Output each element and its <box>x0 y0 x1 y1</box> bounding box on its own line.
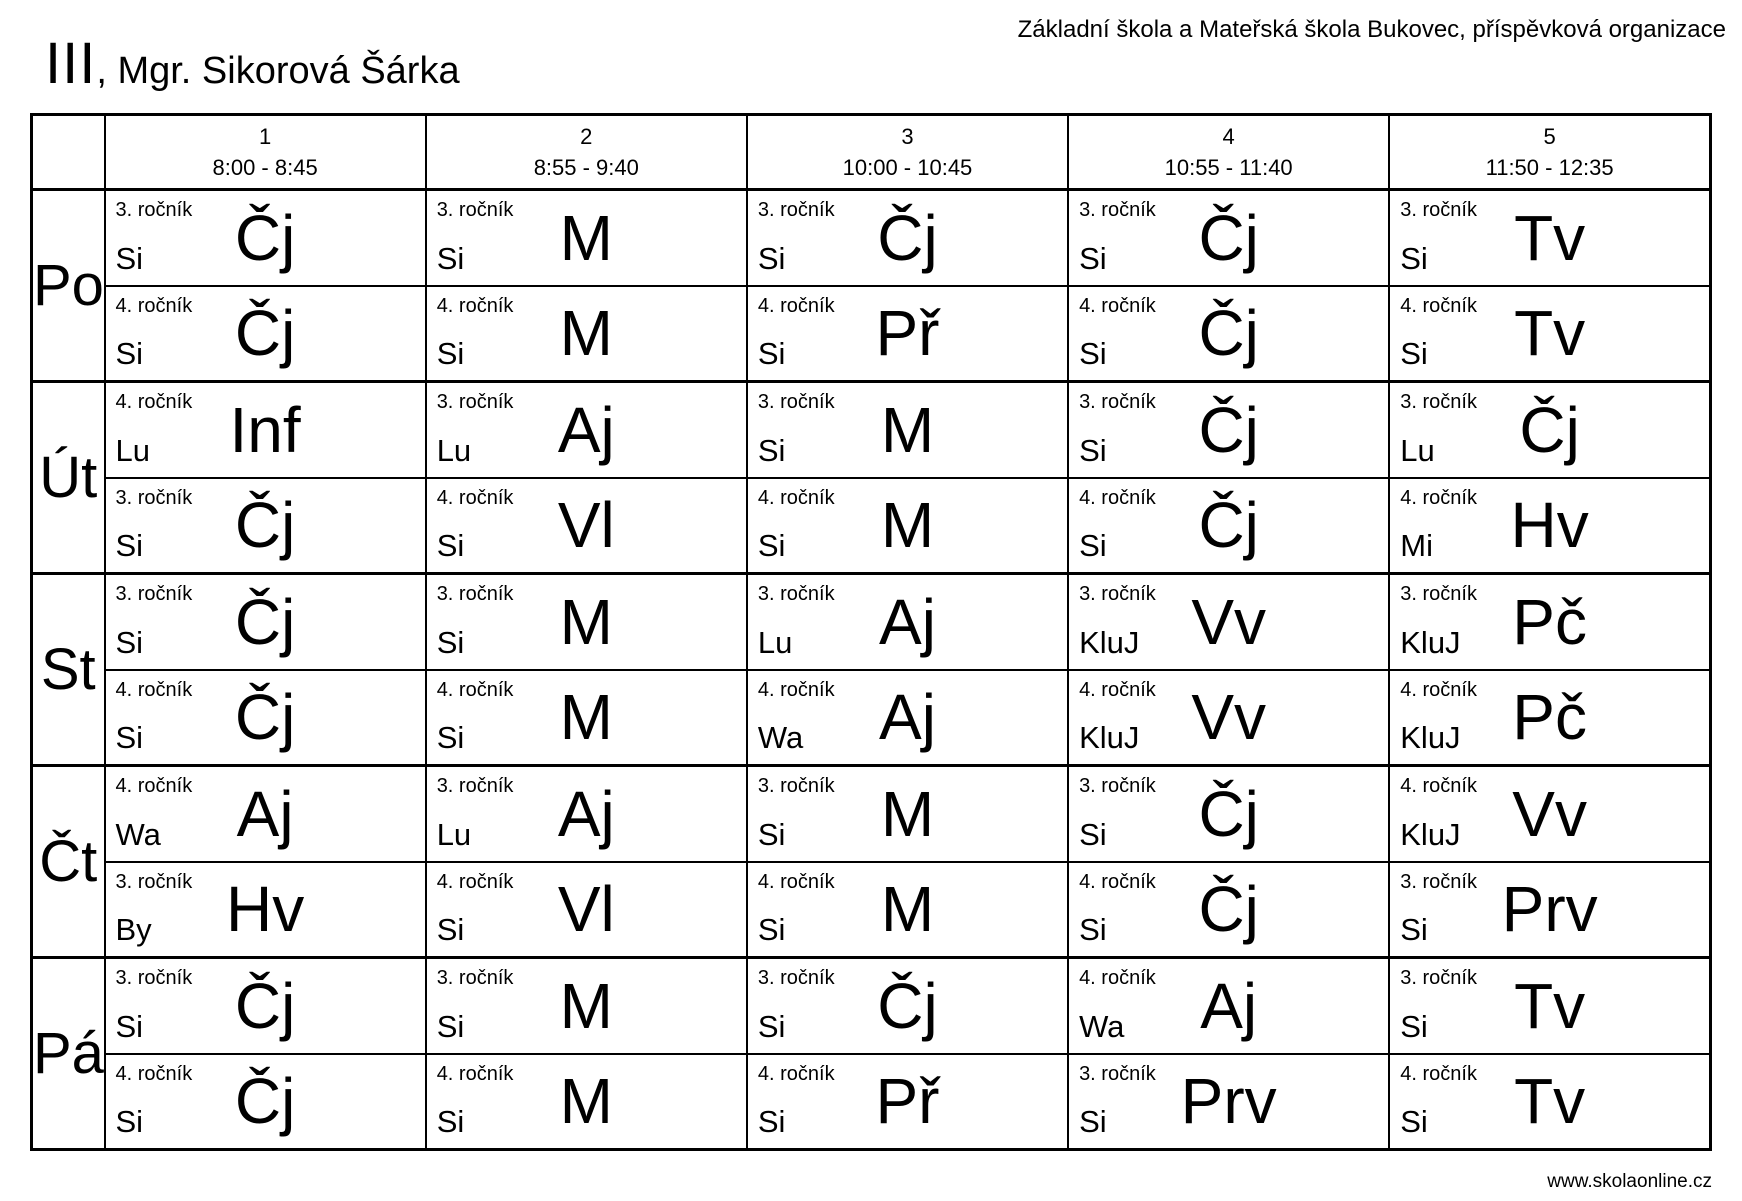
lesson-cell <box>426 478 747 574</box>
lesson-cell <box>105 382 426 478</box>
lesson-grade: 4. ročník <box>1400 486 1477 509</box>
lesson-cell <box>426 862 747 958</box>
timetable-row <box>32 286 1711 382</box>
lesson-grade: 4. ročník <box>1400 775 1477 797</box>
lesson-cell <box>1068 958 1389 1054</box>
lesson-grade: 3. ročník <box>115 967 193 989</box>
lesson-grade: 4. ročník <box>115 1062 193 1085</box>
period-header-2 <box>426 115 747 190</box>
lesson-cell <box>1068 286 1389 382</box>
lesson-cell <box>1389 382 1710 478</box>
lesson-subject: Aj <box>236 777 294 850</box>
lesson-teacher: Mi <box>1400 528 1433 563</box>
lesson-cell <box>1389 478 1710 574</box>
lesson-teacher: Si <box>1400 1008 1428 1044</box>
lesson-grade: 4. ročník <box>436 870 514 893</box>
day-label: Pá <box>32 958 105 1150</box>
lesson-cell <box>747 1054 1068 1150</box>
lesson-subject: M <box>559 585 613 658</box>
lesson-subject: Čj <box>234 297 296 370</box>
lesson-cell <box>105 670 426 766</box>
timetable-row <box>32 190 1711 286</box>
lesson-cell <box>747 670 1068 766</box>
lesson-subject: Čj <box>234 681 296 754</box>
timetable-row <box>32 766 1711 862</box>
lesson-cell <box>1389 958 1710 1054</box>
lesson-subject: M <box>559 681 613 754</box>
lesson-cell <box>747 574 1068 670</box>
lesson-grade: 3. ročník <box>115 199 193 221</box>
lesson-teacher: Si <box>1400 1104 1428 1139</box>
lesson-teacher: Si <box>115 336 144 371</box>
lesson-teacher: Lu <box>436 816 472 852</box>
lesson-subject: Vv <box>1512 777 1587 850</box>
corner-cell <box>32 115 105 190</box>
lesson-subject: Čj <box>234 201 296 274</box>
lesson-grade: 4. ročník <box>115 391 193 413</box>
lesson-teacher: Wa <box>757 720 804 755</box>
lesson-subject: Prv <box>1180 1065 1277 1138</box>
day-label: Po <box>32 190 105 382</box>
lesson-grade: 4. ročník <box>436 294 514 317</box>
lesson-teacher: By <box>115 912 152 947</box>
lesson-cell <box>1068 574 1389 670</box>
lesson-cell <box>747 382 1068 478</box>
day-label: Út <box>32 382 105 574</box>
lesson-cell <box>426 670 747 766</box>
lesson-grade: 4. ročník <box>1079 294 1156 317</box>
lesson-subject: Tv <box>1514 201 1586 274</box>
lesson-subject: Aj <box>879 585 936 658</box>
lesson-grade: 3. ročník <box>1400 870 1477 893</box>
lesson-teacher: Si <box>1400 336 1428 371</box>
lesson-teacher: Si <box>115 1008 144 1044</box>
lesson-subject: Tv <box>1514 1065 1586 1138</box>
lesson-subject: M <box>559 201 613 274</box>
lesson-teacher: Lu <box>436 432 472 468</box>
lesson-grade: 3. ročník <box>115 870 193 893</box>
lesson-subject: Čj <box>1198 489 1259 562</box>
lesson-grade: 4. ročník <box>1079 967 1156 989</box>
lesson-grade: 3. ročník <box>1079 775 1156 797</box>
lesson-teacher: Si <box>1400 912 1428 947</box>
lesson-teacher: Si <box>1400 240 1428 276</box>
lesson-teacher: Si <box>436 336 465 371</box>
lesson-teacher: KluJ <box>1400 720 1461 755</box>
lesson-grade: 4. ročník <box>115 775 193 797</box>
lesson-grade: 3. ročník <box>757 967 835 989</box>
lesson-grade: 4. ročník <box>436 486 514 509</box>
lesson-grade: 3. ročník <box>1400 391 1477 413</box>
lesson-cell <box>1068 190 1389 286</box>
footer-link[interactable]: www.skolaonline.cz <box>1547 1171 1712 1192</box>
lesson-subject: Čj <box>1198 873 1259 946</box>
lesson-grade: 3. ročník <box>1400 199 1477 221</box>
lesson-cell <box>1389 574 1710 670</box>
lesson-teacher: Si <box>1079 912 1107 947</box>
lesson-subject: Prv <box>1501 873 1598 946</box>
lesson-subject: Vv <box>1191 585 1266 658</box>
lesson-grade: 3. ročník <box>1079 391 1156 413</box>
period-header-1 <box>105 115 426 190</box>
lesson-grade: 3. ročník <box>757 775 835 797</box>
lesson-teacher: Si <box>757 240 786 276</box>
lesson-grade: 3. ročník <box>436 199 514 221</box>
lesson-subject: Čj <box>1198 393 1259 466</box>
lesson-cell <box>1389 1054 1710 1150</box>
lesson-teacher: Si <box>757 816 786 852</box>
lesson-cell <box>426 286 747 382</box>
lesson-cell <box>747 190 1068 286</box>
lesson-grade: 4. ročník <box>436 678 514 701</box>
day-label: Čt <box>32 766 105 958</box>
period-number: 1 <box>258 124 272 149</box>
day-label: St <box>32 574 105 766</box>
timetable-row <box>32 382 1711 478</box>
lesson-cell <box>747 958 1068 1054</box>
lesson-cell <box>426 190 747 286</box>
lesson-subject: Čj <box>234 585 296 658</box>
lesson-grade: 4. ročník <box>757 1062 835 1085</box>
page-title <box>45 30 460 97</box>
lesson-subject: Čj <box>234 969 296 1042</box>
lesson-grade: 4. ročník <box>1400 678 1477 701</box>
lesson-cell <box>747 862 1068 958</box>
school-name: Základní škola a Mateřská škola Bukovec, příspěvková organizace <box>1017 16 1726 43</box>
lesson-subject: Hv <box>1510 489 1589 562</box>
lesson-subject: M <box>880 873 935 946</box>
lesson-grade: 3. ročník <box>757 583 835 605</box>
lesson-subject: Pč <box>1512 681 1587 754</box>
lesson-cell <box>747 766 1068 862</box>
lesson-subject: Čj <box>1519 393 1580 466</box>
lesson-grade: 3. ročník <box>436 775 514 797</box>
lesson-subject: M <box>880 489 935 562</box>
lesson-cell <box>1068 670 1389 766</box>
lesson-cell <box>105 478 426 574</box>
lesson-teacher: Si <box>757 432 786 468</box>
lesson-teacher: Si <box>436 240 465 276</box>
lesson-grade: 4. ročník <box>1079 486 1156 509</box>
lesson-teacher: Wa <box>115 816 161 852</box>
lesson-teacher: Si <box>1079 816 1107 852</box>
class-teacher-name: , Mgr. Sikorová Šárka <box>96 50 460 92</box>
lesson-cell <box>105 190 426 286</box>
lesson-grade: 3. ročník <box>1079 199 1156 221</box>
lesson-grade: 3. ročník <box>436 391 514 413</box>
lesson-cell <box>1068 1054 1389 1150</box>
lesson-subject: Př <box>875 1065 940 1138</box>
lesson-subject: Pč <box>1512 585 1587 658</box>
lesson-teacher: Si <box>436 720 465 755</box>
lesson-subject: Aj <box>557 393 615 466</box>
lesson-teacher: Wa <box>1079 1008 1125 1044</box>
lesson-grade: 3. ročník <box>436 967 514 989</box>
lesson-cell <box>426 958 747 1054</box>
lesson-grade: 3. ročník <box>757 391 835 413</box>
lesson-cell <box>426 1054 747 1150</box>
lesson-teacher: KluJ <box>1079 624 1140 660</box>
period-time: 8:00 - 8:45 <box>212 155 318 180</box>
lesson-subject: Čj <box>234 1065 296 1138</box>
lesson-grade: 4. ročník <box>115 294 193 317</box>
lesson-subject: Aj <box>879 681 936 754</box>
lesson-subject: Inf <box>229 393 301 466</box>
period-time: 11:50 - 12:35 <box>1485 155 1614 180</box>
lesson-cell <box>1389 286 1710 382</box>
lesson-cell <box>1068 862 1389 958</box>
lesson-teacher: Si <box>1079 1104 1107 1139</box>
timetable-header-row <box>32 115 1711 190</box>
lesson-teacher: Si <box>757 1104 786 1139</box>
lesson-teacher: Si <box>115 528 144 563</box>
lesson-grade: 3. ročník <box>115 583 193 605</box>
timetable-row <box>32 862 1711 958</box>
lesson-teacher: Si <box>436 1008 465 1044</box>
lesson-subject: M <box>880 777 935 850</box>
lesson-cell <box>747 478 1068 574</box>
lesson-teacher: Si <box>1079 432 1107 468</box>
lesson-cell <box>426 766 747 862</box>
lesson-cell <box>1389 670 1710 766</box>
lesson-grade: 4. ročník <box>115 678 193 701</box>
lesson-subject: Vl <box>557 873 615 946</box>
lesson-grade: 3. ročník <box>436 583 514 605</box>
lesson-teacher: Si <box>1079 528 1107 563</box>
lesson-teacher: Lu <box>1400 432 1435 468</box>
lesson-cell <box>105 862 426 958</box>
lesson-teacher: Lu <box>115 432 150 468</box>
lesson-subject: Tv <box>1514 297 1586 370</box>
lesson-grade: 4. ročník <box>757 486 835 509</box>
lesson-cell <box>105 574 426 670</box>
lesson-subject: Tv <box>1514 969 1586 1042</box>
lesson-teacher: Si <box>1079 336 1107 371</box>
lesson-subject: Čj <box>234 489 296 562</box>
lesson-subject: Vv <box>1191 681 1266 754</box>
lesson-cell <box>1389 190 1710 286</box>
period-time: 8:55 - 9:40 <box>533 155 639 180</box>
lesson-cell <box>1068 766 1389 862</box>
period-time: 10:55 - 11:40 <box>1164 155 1293 180</box>
lesson-teacher: Si <box>115 624 144 660</box>
lesson-grade: 3. ročník <box>1400 583 1477 605</box>
lesson-teacher: Si <box>115 1104 144 1139</box>
lesson-subject: M <box>880 393 935 466</box>
timetable-row <box>32 670 1711 766</box>
lesson-teacher: Si <box>436 624 465 660</box>
lesson-teacher: Si <box>757 1008 786 1044</box>
period-number: 2 <box>580 124 593 149</box>
lesson-teacher: Lu <box>757 624 793 660</box>
lesson-cell <box>1068 382 1389 478</box>
lesson-teacher: KluJ <box>1400 816 1461 852</box>
lesson-grade: 4. ročník <box>757 870 835 893</box>
lesson-teacher: KluJ <box>1400 624 1461 660</box>
lesson-teacher: Si <box>436 1104 465 1139</box>
period-header-5 <box>1389 115 1710 190</box>
lesson-cell <box>1389 862 1710 958</box>
lesson-grade: 4. ročník <box>1079 678 1156 701</box>
timetable-row <box>32 1054 1711 1150</box>
lesson-cell <box>105 1054 426 1150</box>
lesson-cell <box>105 766 426 862</box>
period-header-3 <box>747 115 1068 190</box>
lesson-grade: 4. ročník <box>757 678 835 701</box>
lesson-subject: Př <box>875 297 940 370</box>
class-name: III <box>45 31 97 96</box>
lesson-cell <box>1068 478 1389 574</box>
lesson-subject: Čj <box>1198 297 1259 370</box>
period-number: 3 <box>901 124 914 149</box>
timetable-row <box>32 958 1711 1054</box>
timetable-row <box>32 478 1711 574</box>
lesson-teacher: Si <box>757 336 786 371</box>
lesson-teacher: Si <box>436 528 465 563</box>
lesson-cell <box>1389 766 1710 862</box>
lesson-grade: 4. ročník <box>436 1062 514 1085</box>
lesson-grade: 3. ročník <box>1079 583 1156 605</box>
lesson-subject: Čj <box>1198 777 1259 850</box>
lesson-cell <box>105 958 426 1054</box>
lesson-grade: 3. ročník <box>1079 1062 1156 1085</box>
lesson-teacher: Si <box>757 528 786 563</box>
lesson-teacher: Si <box>115 720 144 755</box>
timetable-row <box>32 574 1711 670</box>
lesson-cell <box>105 286 426 382</box>
lesson-subject: Hv <box>225 873 305 946</box>
lesson-teacher: Si <box>757 912 786 947</box>
lesson-cell <box>426 382 747 478</box>
lesson-grade: 3. ročník <box>115 486 193 509</box>
lesson-cell <box>747 286 1068 382</box>
lesson-subject: Aj <box>557 777 615 850</box>
lesson-cell <box>426 574 747 670</box>
timetable-table <box>30 113 1712 1151</box>
lesson-subject: M <box>559 297 613 370</box>
lesson-subject: Čj <box>877 969 938 1042</box>
period-header-4 <box>1068 115 1389 190</box>
period-time: 10:00 - 10:45 <box>842 155 973 180</box>
period-number: 5 <box>1543 124 1556 149</box>
lesson-teacher: Si <box>115 240 144 276</box>
lesson-subject: Aj <box>1200 969 1258 1042</box>
lesson-subject: Čj <box>877 201 938 274</box>
lesson-subject: Vl <box>557 489 615 562</box>
lesson-grade: 4. ročník <box>1400 294 1477 317</box>
lesson-subject: M <box>559 1065 613 1138</box>
lesson-grade: 3. ročník <box>1400 967 1477 989</box>
lesson-teacher: Si <box>436 912 465 947</box>
lesson-teacher: Si <box>1079 240 1107 276</box>
lesson-grade: 4. ročník <box>1400 1062 1477 1085</box>
lesson-grade: 4. ročník <box>757 294 835 317</box>
lesson-grade: 3. ročník <box>757 199 835 221</box>
lesson-subject: Čj <box>1198 201 1259 274</box>
period-number: 4 <box>1222 124 1235 149</box>
lesson-grade: 4. ročník <box>1079 870 1156 893</box>
lesson-subject: M <box>559 969 613 1042</box>
lesson-teacher: KluJ <box>1079 720 1140 755</box>
